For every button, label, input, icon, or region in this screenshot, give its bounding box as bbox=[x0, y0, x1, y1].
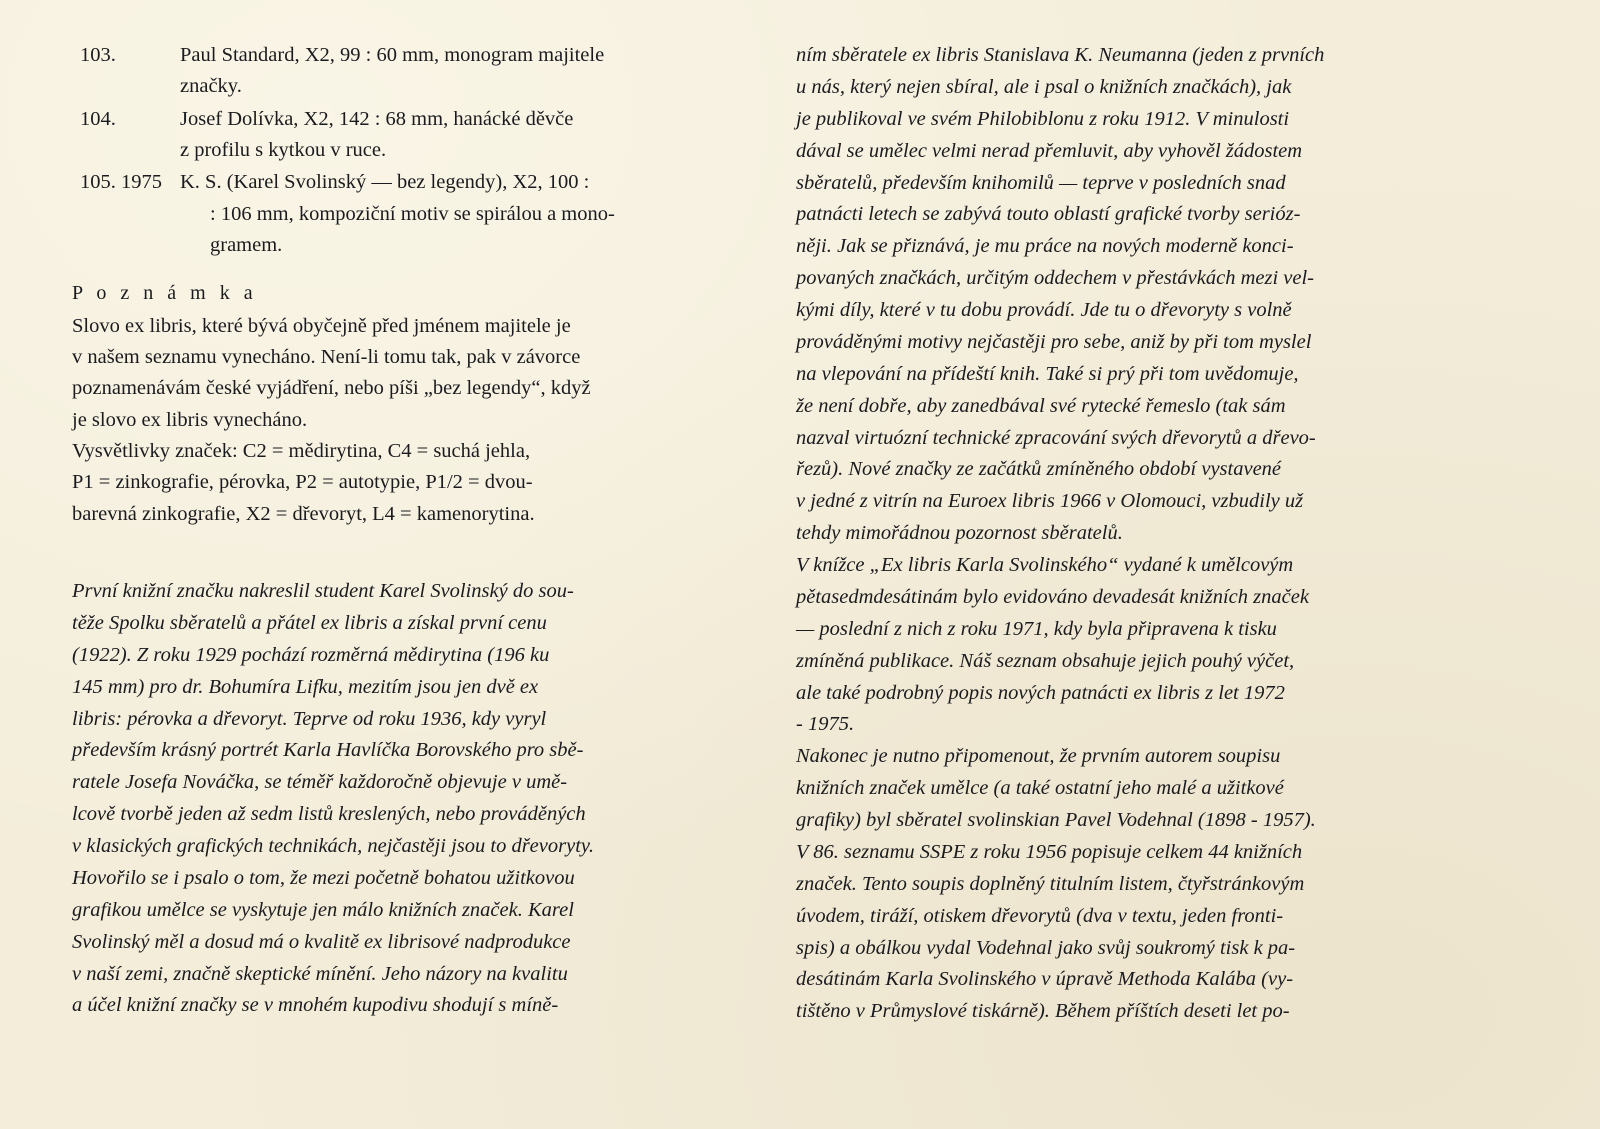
entry-line: Paul Standard, X2, 99 : 60 mm, monogram majitele bbox=[180, 44, 605, 66]
entry-line: z profilu s kytkou v ruce. bbox=[180, 139, 387, 162]
text-line: V knížce „Ex libris Karla Svolinského“ vydané k umělcovým bbox=[796, 554, 1294, 576]
text-line: na vlepování na přídeští knih. Také si prý při tom uvědomuje, bbox=[796, 362, 1299, 385]
text-line: desátinám Karla Svolinského v úpravě Methoda Kalába (vy- bbox=[796, 968, 1294, 991]
text-line: Slovo ex libris, které bývá obyčejně před jménem majitele je bbox=[72, 314, 571, 337]
text-line: v našem seznamu vynecháno. Není-li tomu tak, pak v závorce bbox=[72, 345, 581, 368]
text-line: ratele Josefa Nováčka, se téměř každoročně objevuje v umě- bbox=[72, 771, 568, 794]
text-line: — poslední z nich z roku 1971, kdy byla připravena k tisku bbox=[796, 617, 1277, 640]
entry-line: značky. bbox=[180, 75, 242, 98]
text-line: ním sběratele ex libris Stanislava K. Neumanna (jeden z prvních bbox=[796, 44, 1325, 66]
text-line: grafiky) byl sběratel svolinskian Pavel Vodehnal (1898 - 1957). bbox=[796, 809, 1316, 831]
text-line: zmíněná publikace. Náš seznam obsahuje jejich pouhý výčet, bbox=[796, 649, 1295, 672]
text-line: spis) a obálkou vydal Vodehnal jako svůj soukromý tisk k pa- bbox=[796, 936, 1296, 959]
text-line: tehdy mimořádnou pozornost sběratelů. bbox=[796, 522, 1123, 545]
text-line: dával se umělec velmi nerad přemluvit, aby vyhověl žádostem bbox=[796, 139, 1303, 162]
left-column bbox=[72, 40, 720, 1017]
text-line: patnácti letech se zabývá touto oblastí grafické tvorby serióz- bbox=[796, 203, 1301, 226]
text-line: 145 mm) pro dr. Bohumíra Lifku, mezitím jsou jen dvě ex bbox=[72, 675, 539, 698]
catalog-entry-list bbox=[72, 40, 720, 262]
two-column-layout bbox=[72, 40, 1540, 1023]
text-line: a účel knižní značky se v mnohém kupodivu shodují s míně- bbox=[72, 994, 559, 1017]
text-line: sběratelů, především knihomilů — teprve v posledních snad bbox=[796, 171, 1286, 194]
text-line: Hovořilo se i psalo o tom, že mezi početně bohatou užitkovou bbox=[72, 866, 575, 889]
text-line: v naší zemi, značně skeptické mínění. Jeho názory na kvalitu bbox=[72, 962, 568, 985]
note-heading: P o z n á m k a bbox=[72, 281, 258, 304]
catalog-entry bbox=[72, 167, 720, 261]
text-line: pětasedmdesátinám bylo evidováno devadesát knižních značek bbox=[796, 585, 1309, 608]
text-line: knižních značek umělce (a také ostatní jeho malé a užitkové bbox=[796, 777, 1284, 800]
entry-line: K. S. (Karel Svolinský — bez legendy), X2, 100 : bbox=[180, 171, 590, 194]
text-line: lcově tvorbě jeden až sedm listů kreslených, nebo prováděných bbox=[72, 803, 586, 826]
text-line: Vysvětlivky značek: C2 = mědirytina, C4 = suchá jehla, bbox=[72, 439, 531, 462]
entry-line: : 106 mm, kompoziční motiv se spirálou a mono- bbox=[210, 202, 615, 225]
catalog-entry bbox=[72, 104, 720, 167]
text-line: řezů). Nové značky ze začátků zmíněného období vystavené bbox=[796, 458, 1282, 481]
entry-number: 105. 1975 bbox=[80, 171, 162, 194]
entry-text bbox=[180, 104, 720, 167]
text-line: (1922). Z roku 1929 pochází rozměrná mědirytina (196 ku bbox=[72, 643, 550, 666]
text-line: tištěno v Průmyslové tiskárně). Během příštích deseti let po- bbox=[796, 1000, 1290, 1023]
text-line: značek. Tento soupis doplněný titulním listem, čtyřstránkovým bbox=[796, 872, 1305, 895]
entry-line: gramem. bbox=[210, 234, 283, 257]
text-line: grafikou umělce se vyskytuje jen málo knižních značek. Karel bbox=[72, 898, 574, 921]
text-line: především krásný portrét Karla Havlíčka Borovského pro sbě- bbox=[72, 739, 584, 762]
text-line: V 86. seznamu SSPE z roku 1956 popisuje celkem 44 knižních bbox=[796, 840, 1303, 863]
text-line: poznamenávám české vyjádření, nebo píši „bez legendy“, když bbox=[72, 377, 591, 400]
entry-text bbox=[180, 40, 720, 103]
text-line: libris: pérovka a dřevoryt. Teprve od roku 1936, kdy vyryl bbox=[72, 707, 547, 730]
essay-paragraph-left bbox=[72, 576, 720, 1022]
text-line: nazval virtuózní technické zpracování svých dřevorytů a dřevo- bbox=[796, 426, 1316, 449]
text-line: P1 = zinkografie, pérovka, P2 = autotypie, P1/2 = dvou- bbox=[72, 471, 533, 494]
note-paragraph bbox=[72, 311, 720, 531]
text-line: u nás, který nejen sbíral, ale i psal o knižních značkách), jak bbox=[796, 75, 1292, 98]
text-line: ale také podrobný popis nových patnácti ex libris z let 1972 bbox=[796, 681, 1285, 704]
text-line: že není dobře, aby zanedbával své rytecké řemeslo (tak sám bbox=[796, 394, 1286, 417]
text-line: povaných značkách, určitým oddechem v přestávkách mezi vel- bbox=[796, 267, 1314, 290]
entry-number: 104. bbox=[80, 107, 116, 130]
text-line: Svolinský měl a dosud má o kvalitě ex librisové nadprodukce bbox=[72, 930, 571, 953]
text-line: úvodem, tiráží, otiskem dřevorytů (dva v textu, jeden fronti- bbox=[796, 904, 1284, 927]
right-column bbox=[796, 40, 1436, 1023]
text-line: je publikoval ve svém Philobiblonu z roku 1912. V minulosti bbox=[796, 107, 1290, 130]
catalog-entry bbox=[72, 40, 720, 103]
entry-line: Josef Dolívka, X2, 142 : 68 mm, hanácké děvče bbox=[180, 107, 574, 130]
text-line: barevná zinkografie, X2 = dřevoryt, L4 = kamenorytina. bbox=[72, 502, 535, 525]
text-line: kými díly, které v tu dobu provádí. Jde tu o dřevoryty s volně bbox=[796, 299, 1292, 321]
essay-paragraph-right-1 bbox=[796, 40, 1436, 550]
text-line: Nakonec je nutno připomenout, že prvním autorem soupisu bbox=[796, 745, 1281, 768]
text-line: prováděnými motivy nejčastěji pro sebe, aniž by při tom myslel bbox=[796, 330, 1312, 353]
text-line: - 1975. bbox=[796, 713, 855, 736]
text-line: těže Spolku sběratelů a přátel ex libris a získal první cenu bbox=[72, 611, 547, 634]
text-line: něji. Jak se přiznává, je mu práce na nových moderně konci- bbox=[796, 235, 1294, 258]
essay-paragraph-right-3 bbox=[796, 741, 1436, 1028]
text-line: je slovo ex libris vynecháno. bbox=[72, 408, 308, 431]
entry-text bbox=[180, 167, 720, 261]
entry-number: 103. bbox=[80, 44, 116, 66]
essay-paragraph-right-2 bbox=[796, 550, 1436, 741]
text-line: v klasických grafických technikách, nejčastěji jsou to dřevoryty. bbox=[72, 835, 594, 858]
text-line: První knižní značku nakreslil student Karel Svolinský do sou- bbox=[72, 580, 574, 603]
text-line: v jedné z vitrín na Euroex libris 1966 v Olomouci, vzbudily už bbox=[796, 490, 1304, 513]
